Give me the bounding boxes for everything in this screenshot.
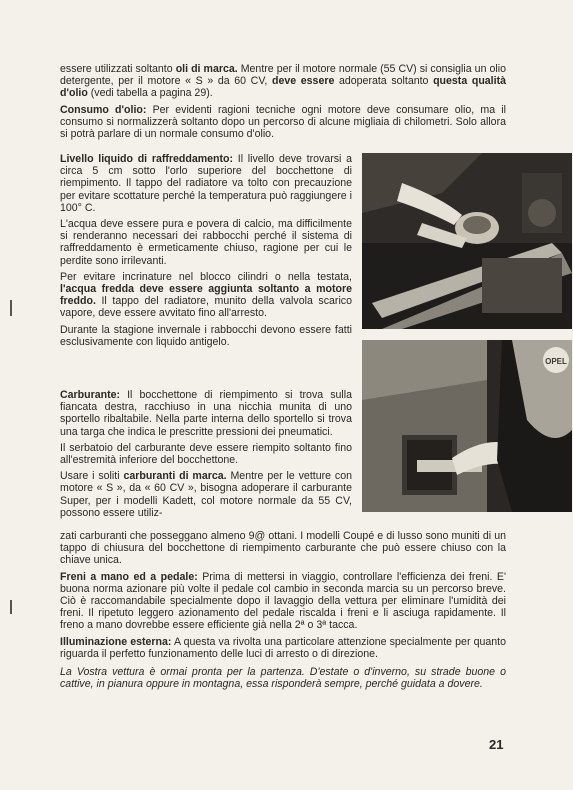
oil-consumption-paragraph: Consumo d'olio: Per evidenti ragioni tecniche ogni motore deve consumare olio, ma il consumo si normalizzerà soltanto dopo un percorso di alcune migliaia di chilometri. Solo allora si potrà parlare di un normale consumo d'olio.: [60, 103, 506, 141]
fuel-tank-paragraph: Il serbatoio del carburante deve essere riempito soltanto fino all'estremità inferiore del bocchettone.: [60, 441, 352, 467]
lighting-paragraph: Illuminazione esterna: A questa va rivolta una particolare attenzione specialmente per quanto riguarda il perfetto funzionamento delle luci di arresto o di direzione.: [60, 635, 506, 660]
edge-mark-top: [10, 300, 12, 316]
top-text-block: [60, 63, 506, 144]
water-quality-paragraph: L'acqua deve essere pura e povera di calcio, ma difficilmente si renderanno necessari dei rabbocchi perché il sistema di raffreddamento è ermeticamente chiuso, ragione per cui le perdite sono irrilevanti.: [60, 218, 352, 267]
fuel-filler-paragraph: Carburante: Il bocchettone di riempimento si trova sulla fiancata destra, racchiuso in una nicchia munita di uno sportello ribaltabile. Nella parte interna dello sportello si trova una targa che indica le prescritte pressioni dei pneumatici.: [60, 389, 352, 438]
fuel-brand-paragraph-part2: zati carburanti che posseggano almeno 9@ ottani. I modelli Coupé e di lusso sono muniti di un tappo di chiusura del bocchettone di riempimento carburante che può essere chiuso con la chiave unica.: [60, 530, 506, 567]
fuel-column: [60, 389, 352, 523]
coolant-column: [60, 153, 352, 352]
antifreeze-paragraph: Durante la stagione invernale i rabbocchi devono essere fatti esclusivamente con liquido antigelo.: [60, 323, 352, 348]
page-number: 21: [489, 737, 504, 752]
cold-water-paragraph: Per evitare incrinature nel blocco cilindri o nella testata, l'acqua fredda deve essere aggiunta soltanto a motore freddo. Il tappo del radiatore, munito della valvola scarico vapore, deve essere avvitato fino all'arresto.: [60, 270, 352, 320]
fuel-filler-photo: [362, 340, 572, 512]
coolant-level-paragraph: Livello liquido di raffreddamento: Il livello deve trovarsi a circa 5 cm sotto l'orlo superiore del bocchettone di riempimento. Il tappo del radiatore va tolto con precauzione per evitare scottature perché la temperatura può raggiungere i 100° C.: [60, 153, 352, 214]
bottom-text-block: [60, 530, 506, 694]
opel-can-label: OPEL: [545, 357, 567, 366]
brakes-paragraph: Freni a mano ed a pedale: Prima di mettersi in viaggio, controllare l'efficienza dei freni. E' buona norma azionare più volte il pedale col cambio in seconda marcia su un percorso breve. Ciò è raccomandabile specialmente dopo il lavaggio della vettura per eliminare l'umidità dei freni. Il ripetuto leggero azionamento del pedale riscalda i freni e li asciuga rapidamente. Il freno a mano dovrebbe essere efficiente già nella 2ª o 3ª tacca.: [60, 570, 507, 632]
radiator-cap-photo: [362, 153, 572, 329]
oil-brand-paragraph: essere utilizzati soltanto oli di marca. Mentre per il motore normale (55 CV) si consiglia un olio detergente, per il motore « S » da 60 CV, deve essere adoperata soltanto questa qualità d'olio (vedi tabella a pagina 29).: [60, 63, 506, 100]
edge-mark-bottom: [10, 600, 12, 614]
fuel-brand-paragraph-part1: Usare i soliti carburanti di marca. Mentre per le vetture con motore « S », da « 60 CV », bisogna adoperare il carburante Super, per i modelli Kadett, col motore normale da 55 CV, possono essere utiliz-: [60, 470, 352, 519]
closing-paragraph: La Vostra vettura è ormai pronta per la partenza. D'estate o d'inverno, su strade buone o cattive, in pianura oppure in montagna, essa risponderà sempre, perché guidata a dovere.: [60, 666, 506, 691]
